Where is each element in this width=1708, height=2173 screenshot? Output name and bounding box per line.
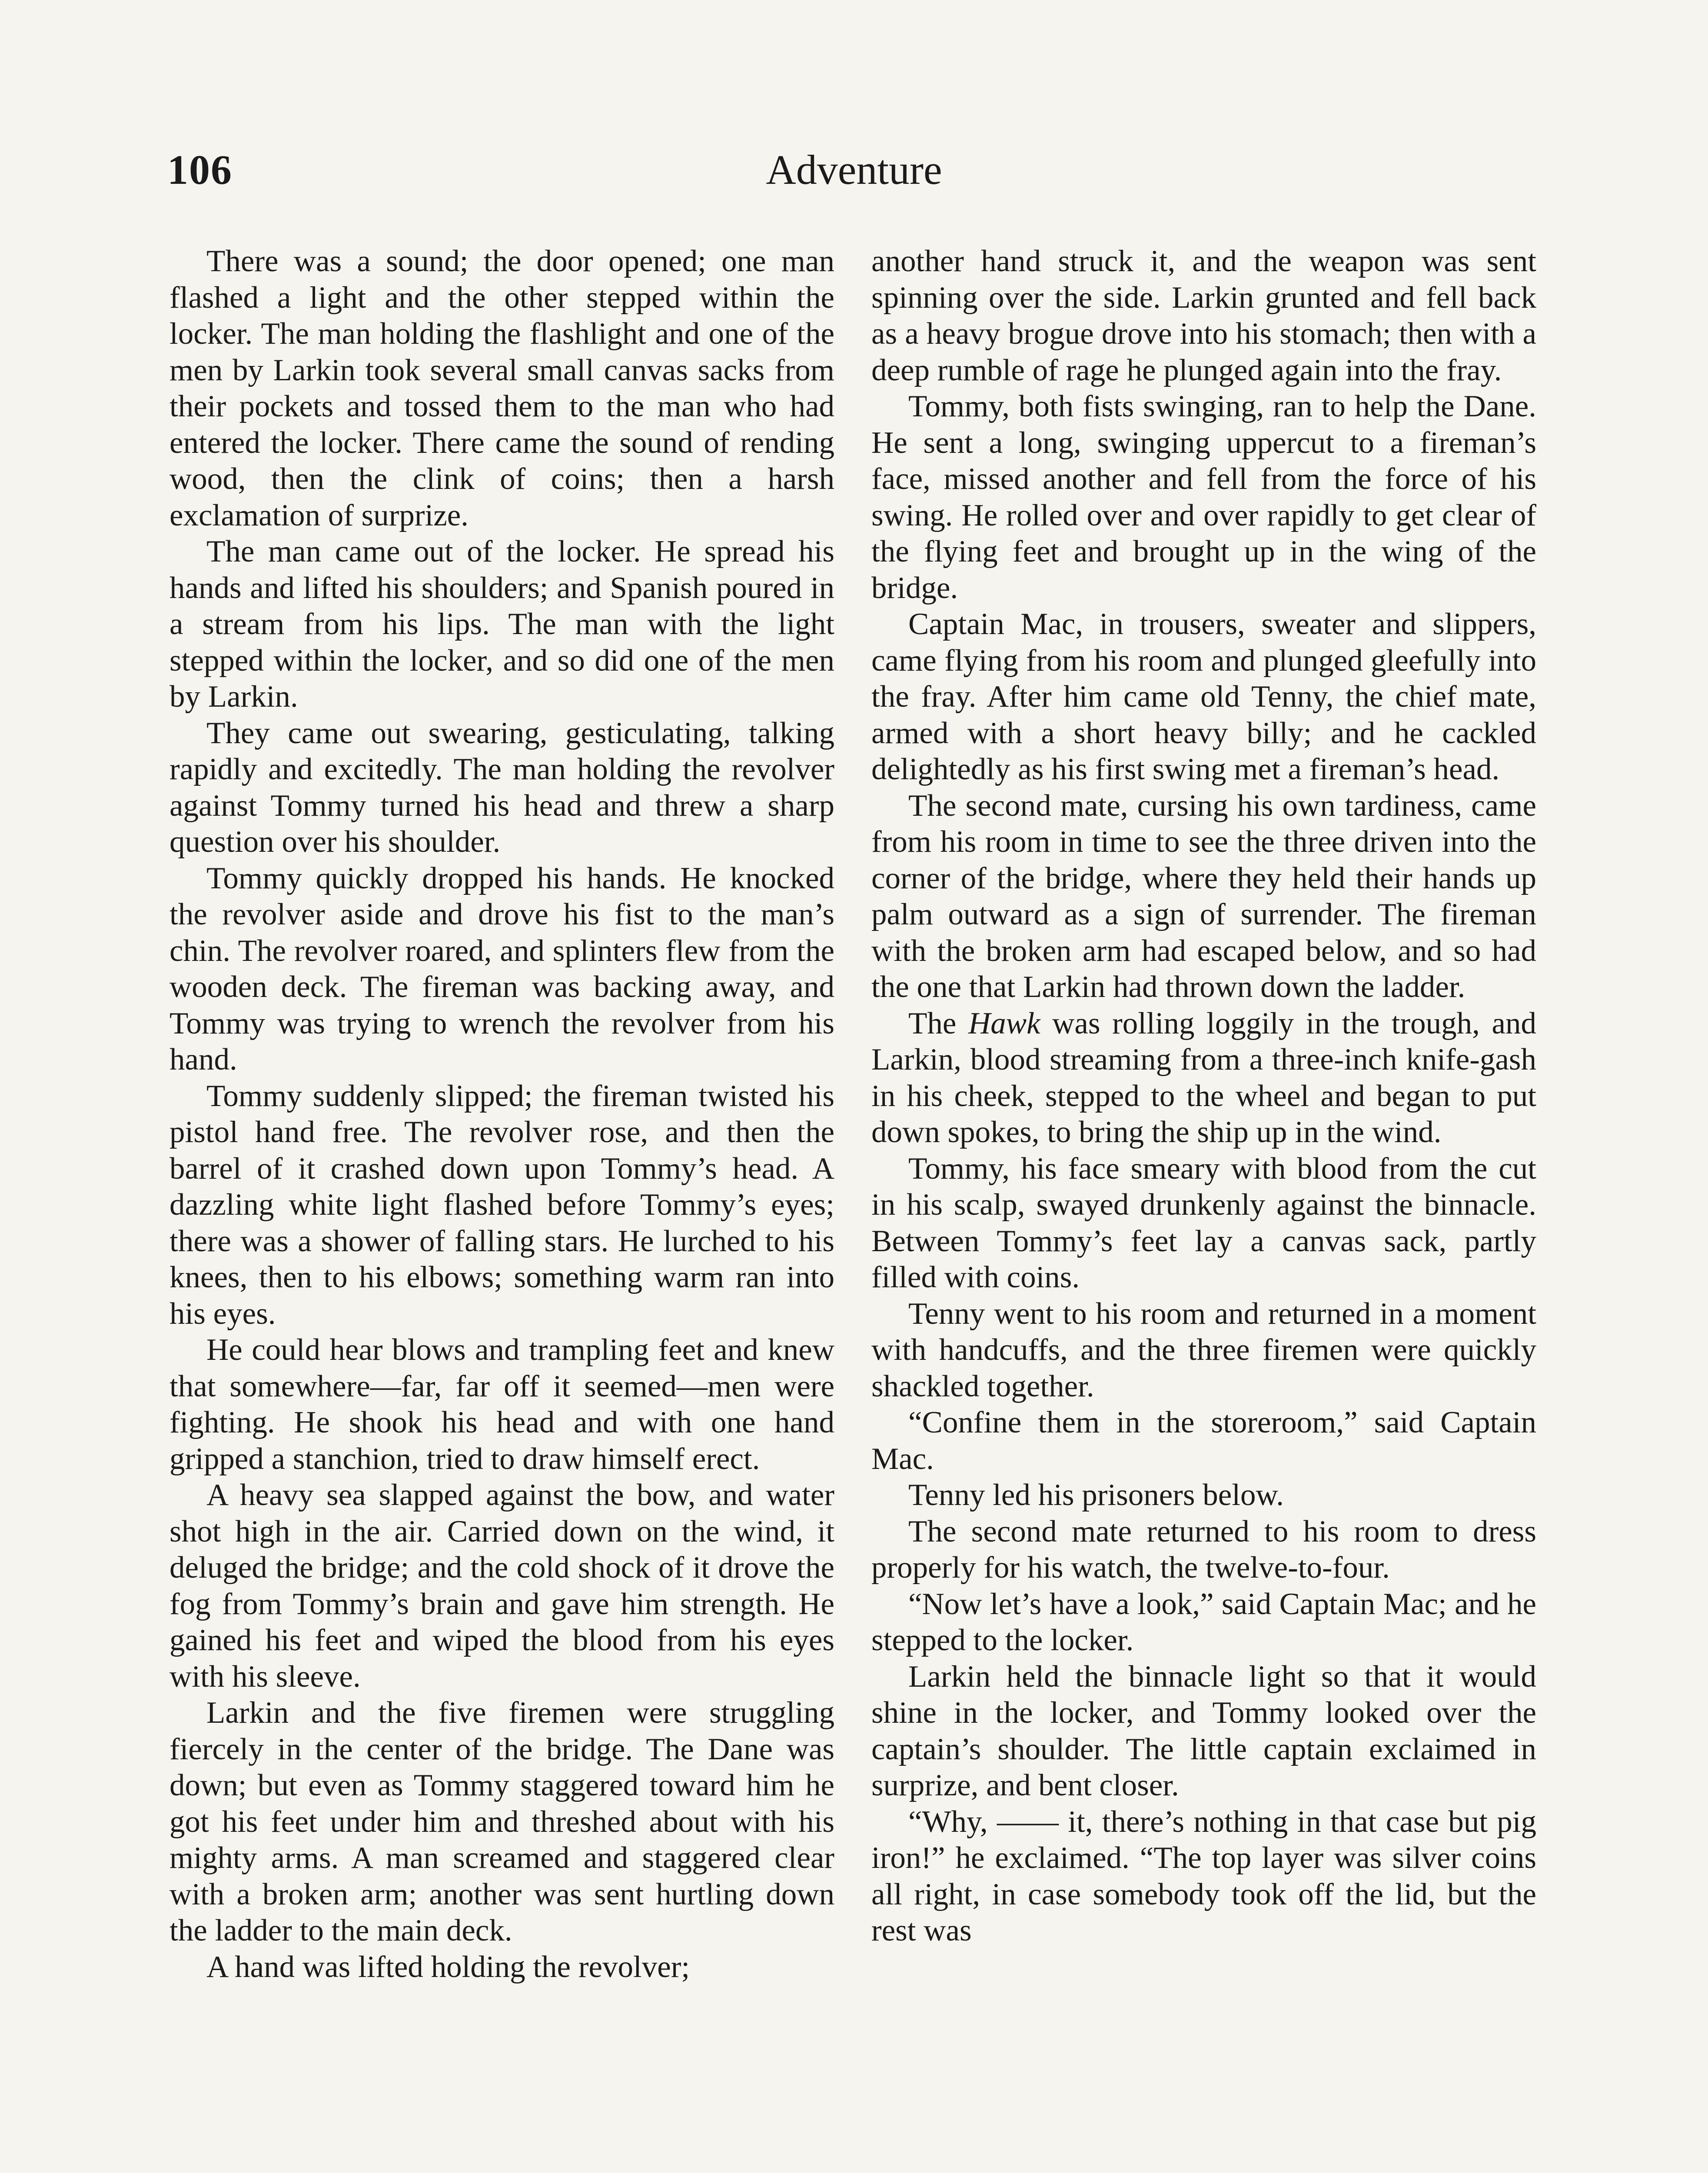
paragraph: A hand was lifted holding the revolver; xyxy=(206,1950,690,1984)
paragraph: “Confine them in the storeroom,” said Captain Mac. xyxy=(871,1405,1536,1476)
paragraph: He could hear blows and trampling feet and knew that somewhere—far, far off it seemed—men were fighting. He shook his head and with one hand gripped a stanchion, tried to draw himself erect. xyxy=(169,1333,834,1476)
paragraph: Tommy quickly dropped his hands. He knocked the revolver aside and drove his fist to the man’s chin. The revolver roared, and splinters flew from the wooden deck. The fireman was backing away, and Tommy was trying to wrench the revolver from his hand. xyxy=(169,861,834,1077)
left-column xyxy=(169,243,834,1985)
text-run: was rolling loggily in the trough, and Larkin, blood streaming from a three-inch knife-gash in his cheek, stepped to the wheel and began to put down spokes, to bring the ship up in the wind. xyxy=(871,1006,1536,1149)
paragraph: Tommy suddenly slipped; the fireman twisted his pistol hand free. The revolver rose, and then the barrel of it crashed down upon Tommy’s head. A dazzling white light flashed before Tommy’s eyes; there was a shower of falling stars. He lurched to his knees, then to his elbows; something warm ran into his eyes. xyxy=(169,1079,834,1331)
paragraph: Captain Mac, in trousers, sweater and slippers, came flying from his room and plunged gleefully into the fray. After him came old Tenny, the chief mate, armed with a short heavy billy; and he cackled delightedly as his first swing met a fireman’s head. xyxy=(871,607,1536,786)
paragraph: Larkin held the binnacle light so that it would shine in the locker, and Tommy looked over the captain’s shoulder. The little captain exclaimed in surprize, and bent closer. xyxy=(871,1659,1536,1802)
paragraph: A heavy sea slapped against the bow, and water shot high in the air. Carried down on the wind, it deluged the bridge; and the cold shock of it drove the fog from Tommy’s brain and gave him strength. He gained his feet and wiped the blood from his eyes with his sleeve. xyxy=(169,1478,834,1694)
paragraph: Tenny went to his room and returned in a moment with handcuffs, and the three firemen were quickly shackled together. xyxy=(871,1296,1536,1403)
paragraph-continuation: another hand struck it, and the weapon was sent spinning over the side. Larkin grunted and fell back as a heavy brogue drove into his stomach; then with a deep rumble of rage he plunged again into the fray. xyxy=(871,244,1536,387)
paragraph: Larkin and the five firemen were struggling fiercely in the center of the bridge. The Dane was down; but even as Tommy staggered toward him he got his feet under him and threshed about with his mighty arms. A man screamed and staggered clear with a broken arm; another was sent hurtling down the ladder to the main deck. xyxy=(169,1696,834,1947)
paragraph: “Now let’s have a look,” said Captain Mac; and he stepped to the locker. xyxy=(871,1587,1536,1657)
paragraph: The second mate, cursing his own tardiness, came from his room in time to see the three driven into the corner of the bridge, where they held their hands up palm outward as a sign of surrender. The fireman with the broken arm had escaped below, and so had the one that Larkin had thrown down the ladder. xyxy=(871,788,1536,1004)
paragraph: They came out swearing, gesticulating, talking rapidly and excitedly. The man holding the revolver against Tommy turned his head and threw a sharp question over his shoulder. xyxy=(169,716,834,859)
paragraph: Tommy, his face smeary with blood from the cut in his scalp, swayed drunkenly against the binnacle. Between Tommy’s feet lay a canvas sack, partly filled with coins. xyxy=(871,1151,1536,1294)
paragraph: The second mate returned to his room to dress properly for his watch, the twelve-to-four. xyxy=(871,1514,1536,1585)
paragraph: Tommy, both fists swinging, ran to help the Dane. He sent a long, swinging uppercut to a fireman’s face, missed another and fell from the force of his swing. He rolled over and over rapidly to get clear of the flying feet and brought up in the wing of the bridge. xyxy=(871,389,1536,605)
paragraph: There was a sound; the door opened; one man flashed a light and the other stepped within the locker. The man holding the flashlight and one of the men by Larkin took several small canvas sacks from their pockets and tossed them to the man who had entered the locker. There came the sound of rending wood, then the clink of coins; then a harsh exclamation of surprize. xyxy=(169,244,834,532)
paragraph-hawk xyxy=(871,1006,1536,1151)
text-run: The xyxy=(908,1006,968,1040)
ship-name: Hawk xyxy=(968,1006,1040,1040)
paragraph: Tenny led his prisoners below. xyxy=(908,1478,1284,1512)
magazine-title: Adventure xyxy=(766,146,942,193)
paragraph: The man came out of the locker. He spread his hands and lifted his shoulders; and Spanish poured in a stream from his lips. The man with the light stepped within the locker, and so did one of the men by Larkin. xyxy=(169,535,834,714)
page-number: 106 xyxy=(167,146,233,193)
right-column xyxy=(871,243,1536,1949)
paragraph: “Why, —— it, there’s nothing in that case but pig iron!” he exclaimed. “The top layer was silver coins all right, in case somebody took off the lid, but the rest was xyxy=(871,1804,1536,1947)
